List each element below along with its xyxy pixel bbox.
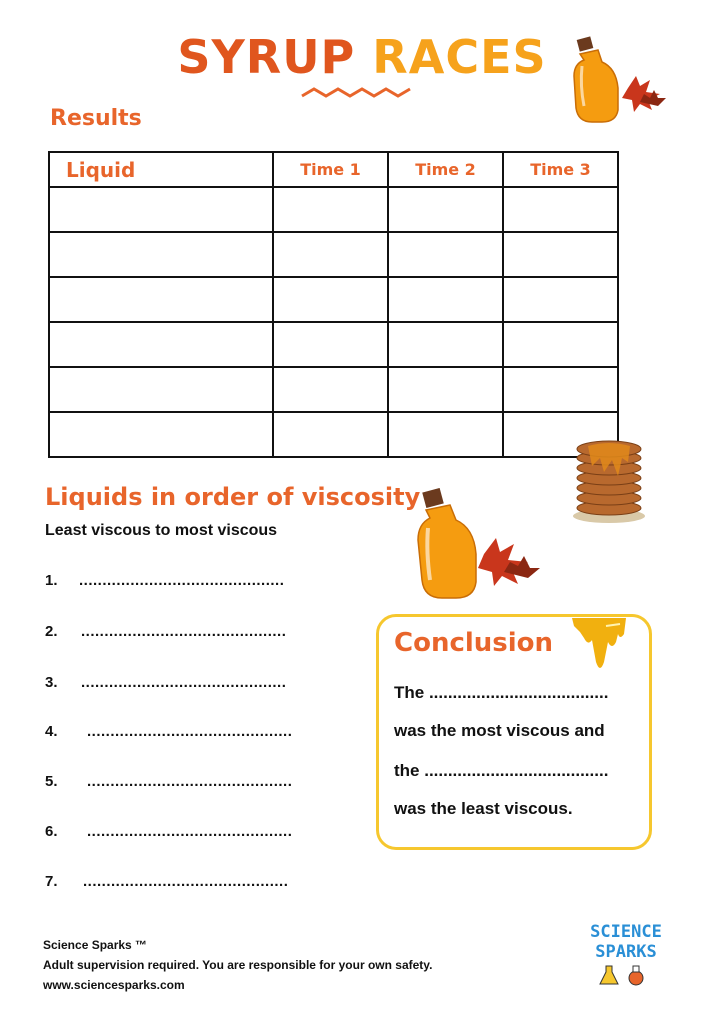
conclusion-line-1: The ...................................... bbox=[394, 683, 609, 702]
table-row bbox=[49, 412, 618, 457]
col-liquid: Liquid bbox=[49, 152, 273, 187]
table-cell[interactable] bbox=[388, 322, 503, 367]
list-item bbox=[45, 823, 292, 840]
col-time-3: Time 3 bbox=[503, 152, 618, 187]
honey-drip-icon bbox=[566, 612, 632, 678]
results-heading: Results bbox=[50, 106, 142, 131]
list-item-number: 5. bbox=[45, 773, 58, 790]
list-item-number: 6. bbox=[45, 823, 58, 840]
table-cell[interactable] bbox=[388, 187, 503, 232]
table-cell[interactable] bbox=[503, 367, 618, 412]
table-cell[interactable] bbox=[49, 232, 273, 277]
results-body bbox=[49, 187, 618, 457]
col-time-2: Time 2 bbox=[388, 152, 503, 187]
list-item-number: 1. bbox=[45, 572, 58, 589]
table-cell[interactable] bbox=[273, 187, 388, 232]
list-item-number: 4. bbox=[45, 723, 58, 740]
list-item-blank[interactable]: ............................................ bbox=[87, 773, 293, 790]
table-cell[interactable] bbox=[49, 277, 273, 322]
table-cell[interactable] bbox=[273, 322, 388, 367]
list-item bbox=[45, 773, 292, 790]
list-item bbox=[45, 674, 286, 691]
conclusion-line-4: was the least viscous. bbox=[394, 799, 573, 818]
results-header-row bbox=[49, 152, 618, 187]
table-cell[interactable] bbox=[273, 277, 388, 322]
footer-brand: Science Sparks ™ bbox=[43, 938, 148, 952]
list-item-number: 2. bbox=[45, 623, 58, 640]
list-item bbox=[45, 723, 292, 740]
table-cell[interactable] bbox=[388, 277, 503, 322]
table-cell[interactable] bbox=[273, 232, 388, 277]
table-cell[interactable] bbox=[273, 367, 388, 412]
list-item-blank[interactable]: ............................................ bbox=[79, 572, 285, 589]
table-cell[interactable] bbox=[49, 187, 273, 232]
logo-line-1: SCIENCE bbox=[590, 922, 662, 942]
maple-leaf-icon bbox=[622, 76, 666, 112]
logo-line-2: SPARKS bbox=[595, 942, 657, 962]
table-cell[interactable] bbox=[388, 232, 503, 277]
footer-safety: Adult supervision required. You are responsible for your own safety. bbox=[43, 958, 433, 972]
flask-icon bbox=[596, 964, 656, 988]
table-row bbox=[49, 187, 618, 232]
science-sparks-logo bbox=[584, 922, 668, 988]
table-cell[interactable] bbox=[388, 412, 503, 457]
viscosity-subheading: Least viscous to most viscous bbox=[45, 522, 278, 539]
table-row bbox=[49, 367, 618, 412]
pancake-stack-icon bbox=[568, 436, 650, 526]
viscosity-heading: Liquids in order of viscosity bbox=[45, 483, 421, 511]
maple-leaf-icon-2 bbox=[478, 538, 540, 586]
table-cell[interactable] bbox=[503, 187, 618, 232]
table-cell[interactable] bbox=[49, 367, 273, 412]
list-item-number: 7. bbox=[45, 873, 58, 890]
syrup-bottle-icon-2 bbox=[412, 488, 546, 604]
table-cell[interactable] bbox=[503, 277, 618, 322]
list-item-blank[interactable]: ............................................ bbox=[83, 873, 289, 890]
col-time-1: Time 1 bbox=[273, 152, 388, 187]
conclusion-line-3: the ....................................... bbox=[394, 761, 609, 780]
list-item-blank[interactable]: ............................................ bbox=[81, 674, 287, 691]
title-part2: RACES bbox=[372, 30, 547, 84]
footer-url: www.sciencesparks.com bbox=[43, 978, 185, 992]
list-item bbox=[45, 572, 284, 589]
table-cell[interactable] bbox=[49, 322, 273, 367]
table-cell[interactable] bbox=[49, 412, 273, 457]
list-item bbox=[45, 623, 286, 640]
list-item-blank[interactable]: ............................................ bbox=[87, 823, 293, 840]
table-cell[interactable] bbox=[503, 232, 618, 277]
title-part1: SYRUP bbox=[177, 30, 356, 84]
list-item-blank[interactable]: ............................................ bbox=[81, 623, 287, 640]
table-row bbox=[49, 277, 618, 322]
list-item-blank[interactable]: ............................................ bbox=[87, 723, 293, 740]
table-row bbox=[49, 232, 618, 277]
syrup-bottle-icon bbox=[570, 36, 670, 126]
table-row bbox=[49, 322, 618, 367]
list-item-number: 3. bbox=[45, 674, 58, 691]
table-cell[interactable] bbox=[273, 412, 388, 457]
conclusion-heading: Conclusion bbox=[394, 628, 554, 658]
conclusion-line-2: was the most viscous and bbox=[394, 721, 605, 740]
results-table bbox=[48, 151, 619, 458]
table-cell[interactable] bbox=[388, 367, 503, 412]
squiggle-decoration bbox=[300, 86, 412, 100]
table-cell[interactable] bbox=[503, 322, 618, 367]
list-item bbox=[45, 873, 288, 890]
